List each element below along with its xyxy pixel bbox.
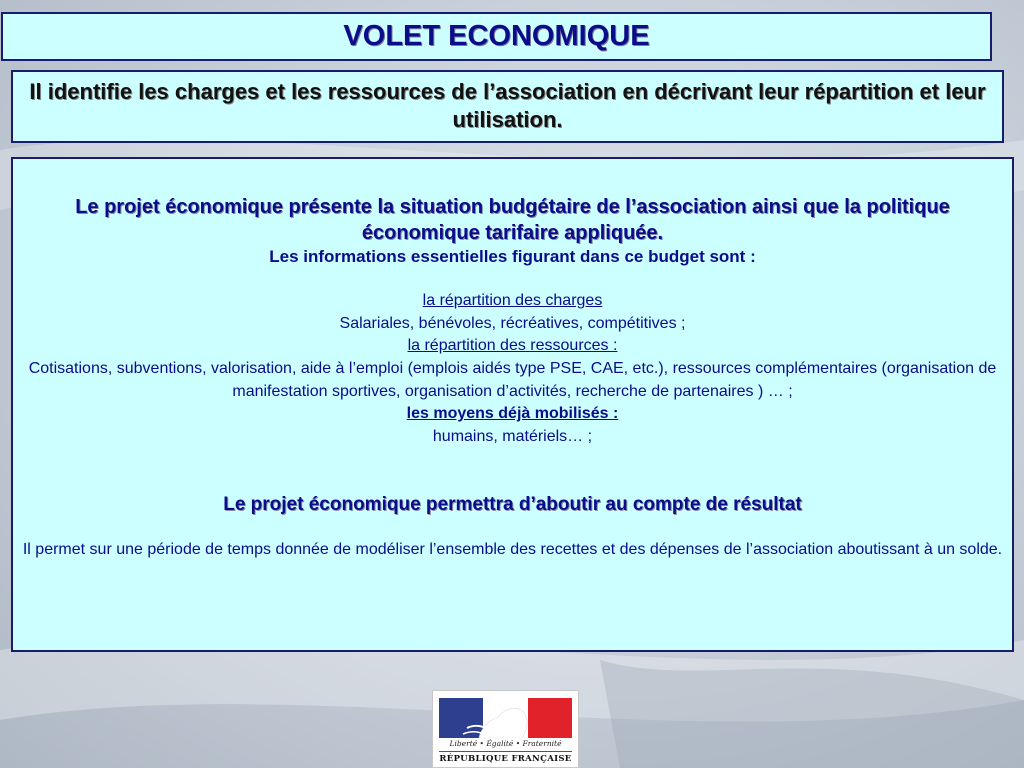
republique-francaise-logo — [432, 690, 579, 768]
intro-text: Les informations essentielles figurant dans ce budget sont : — [269, 247, 756, 266]
logo-motto: Liberté • Égalité • Fraternité — [449, 739, 562, 748]
logo-name: RÉPUBLIQUE FRANÇAISE — [439, 754, 572, 764]
headline: Le projet économique présente la situation budgétaire de l’association ainsi que la politique économique tarifaire appliquée. — [75, 196, 950, 244]
closing-headline: Le projet économique permettra d’aboutir au compte de résultat — [223, 494, 802, 515]
title-panel — [1, 12, 992, 61]
ressources-heading: la répartition des ressources : — [407, 337, 618, 354]
ressources-text: Cotisations, subventions, valorisation, aide à l’emploi (emplois aidés type PSE, CAE, etc.), ressources complémentaires (organisation de manifestation sportives, organisation d’activités, recherche de partenaires ) … ; — [28, 360, 997, 400]
subtitle: Il identifie les charges et les ressources de l’association en décrivant leur répartition et leur utilisation. — [29, 79, 986, 132]
content-panel — [11, 157, 1014, 652]
page-title: VOLET ECONOMIQUE — [343, 20, 650, 52]
logo-divider — [439, 751, 572, 752]
charges-text: Salariales, bénévoles, récréatives, compétitives ; — [339, 315, 686, 332]
subtitle-panel — [11, 70, 1004, 143]
closing-text: Il permet sur une période de temps donnée de modéliser l’ensemble des recettes et des dépenses de l’association aboutissant à un solde. — [22, 541, 1003, 558]
moyens-heading: les moyens déjà mobilisés : — [406, 405, 619, 422]
marianne-flag-icon — [439, 698, 572, 738]
moyens-text: humains, matériels… ; — [432, 428, 593, 445]
charges-heading: la répartition des charges — [422, 292, 603, 309]
